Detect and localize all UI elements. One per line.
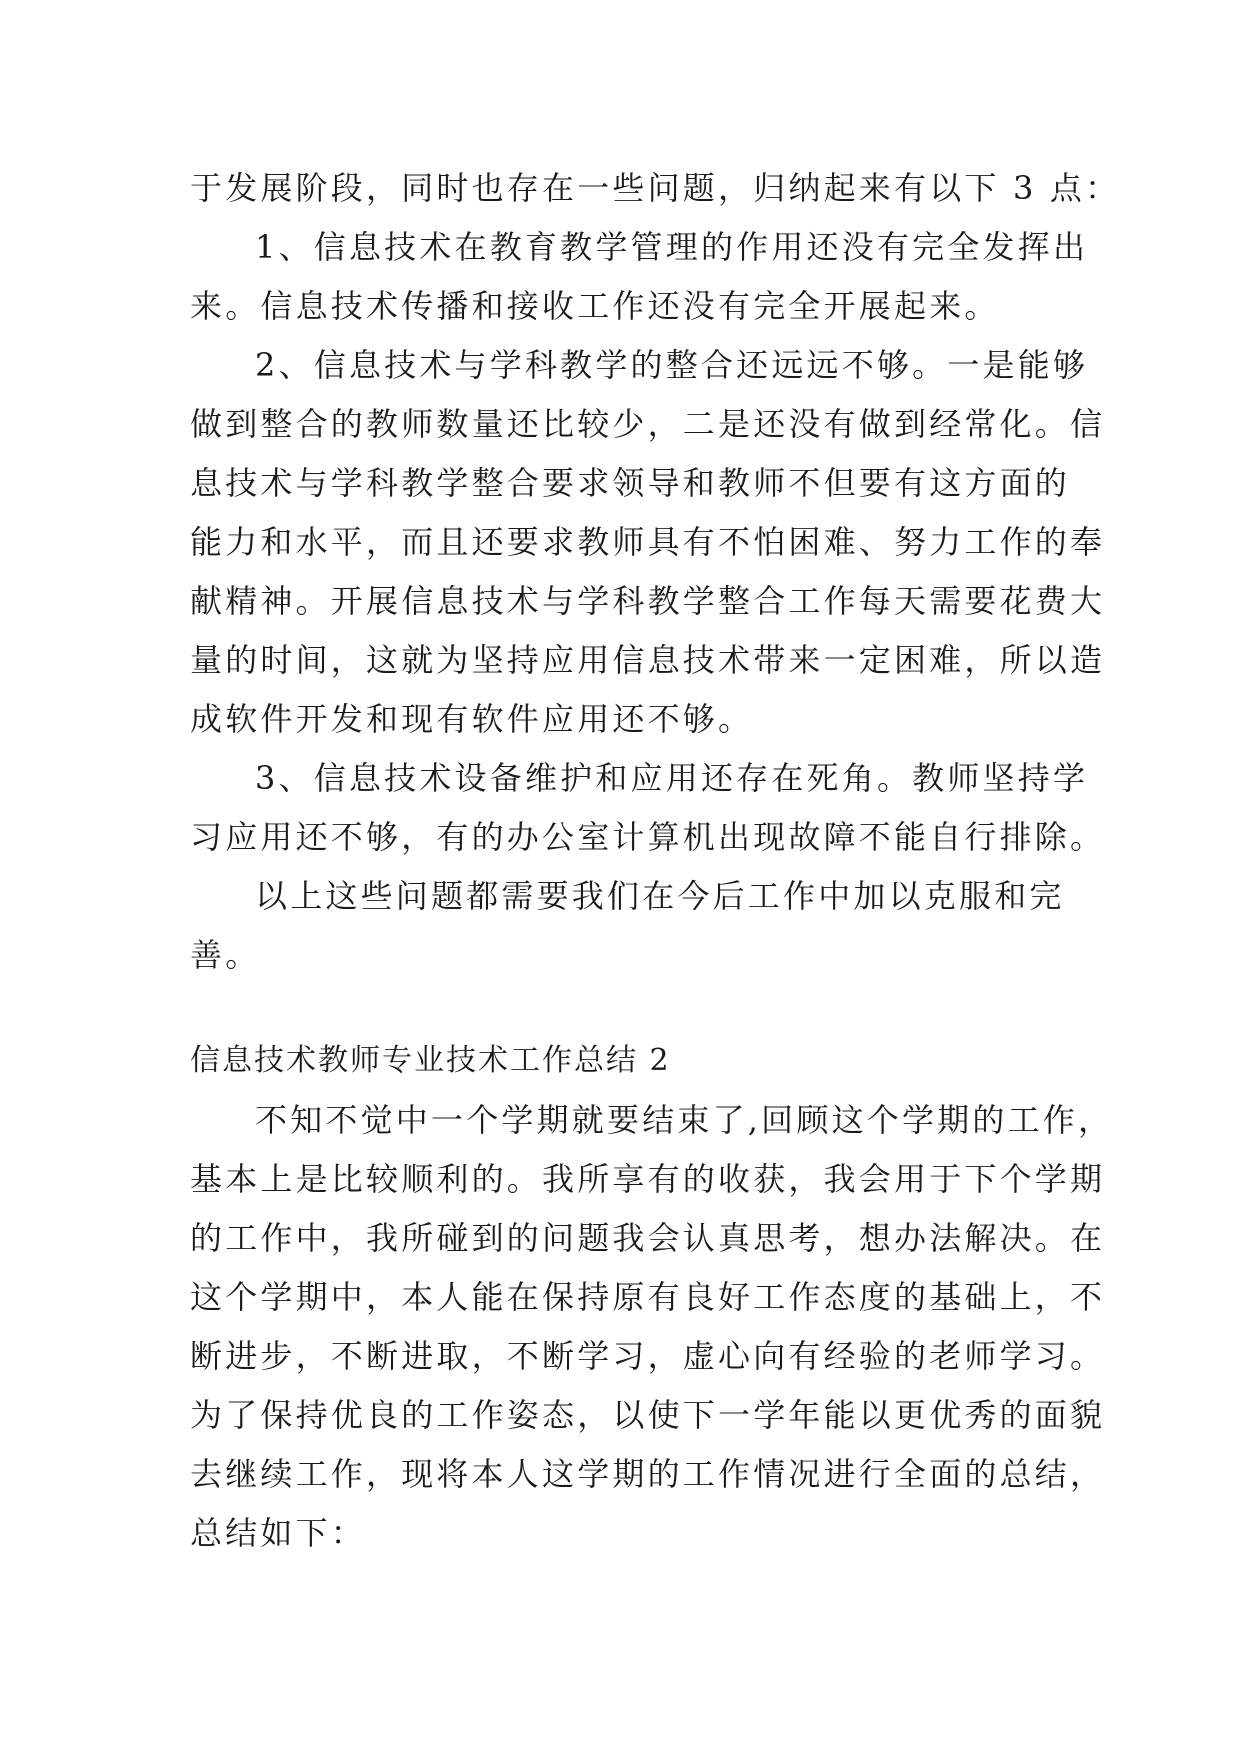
text-line: 总结如下： [190, 1514, 367, 1552]
text-line: 成软件开发和现有软件应用还不够。 [190, 700, 754, 738]
text-line: 能力和水平，而且还要求教师具有不怕困难、努力工作的奉 [190, 523, 1106, 561]
text-line: 于发展阶段，同时也存在一些问题，归纳起来有以下 3 点： [190, 169, 1121, 207]
text-line: 1、信息技术在教育教学管理的作用还没有完全发挥出 [255, 228, 1089, 266]
text-line: 以上这些问题都需要我们在今后工作中加以克服和完 [255, 877, 1065, 915]
text-line: 善。 [190, 936, 261, 974]
text-line: 断进步，不断进取，不断学习，虚心向有经验的老师学习。 [190, 1337, 1106, 1375]
text-line: 的工作中，我所碰到的问题我会认真思考，想办法解决。在 [190, 1219, 1106, 1257]
text-line: 3、信息技术设备维护和应用还存在死角。教师坚持学 [255, 759, 1089, 797]
text-line: 献精神。开展信息技术与学科教学整合工作每天需要花费大 [190, 582, 1106, 620]
section-heading: 信息技术教师专业技术工作总结 2 [190, 1043, 671, 1078]
text-line: 这个学期中，本人能在保持原有良好工作态度的基础上，不 [190, 1278, 1106, 1316]
text-line: 为了保持优良的工作姿态，以使下一学年能以更优秀的面貌 [190, 1396, 1106, 1434]
text-line: 息技术与学科教学整合要求领导和教师不但要有这方面的 [190, 464, 1071, 502]
text-line: 不知不觉中一个学期就要结束了,回顾这个学期的工作， [255, 1101, 1114, 1139]
text-line: 去继续工作，现将本人这学期的工作情况进行全面的总结， [190, 1455, 1106, 1493]
text-line: 基本上是比较顺利的。我所享有的收获，我会用于下个学期 [190, 1160, 1106, 1198]
text-line: 来。信息技术传播和接收工作还没有完全开展起来。 [190, 287, 1000, 325]
text-line: 量的时间，这就为坚持应用信息技术带来一定困难，所以造 [190, 641, 1106, 679]
text-line: 习应用还不够，有的办公室计算机出现故障不能自行排除。 [190, 818, 1106, 856]
text-line: 2、信息技术与学科教学的整合还远远不够。一是能够 [255, 346, 1089, 384]
text-line: 做到整合的教师数量还比较少，二是还没有做到经常化。信 [190, 405, 1106, 443]
